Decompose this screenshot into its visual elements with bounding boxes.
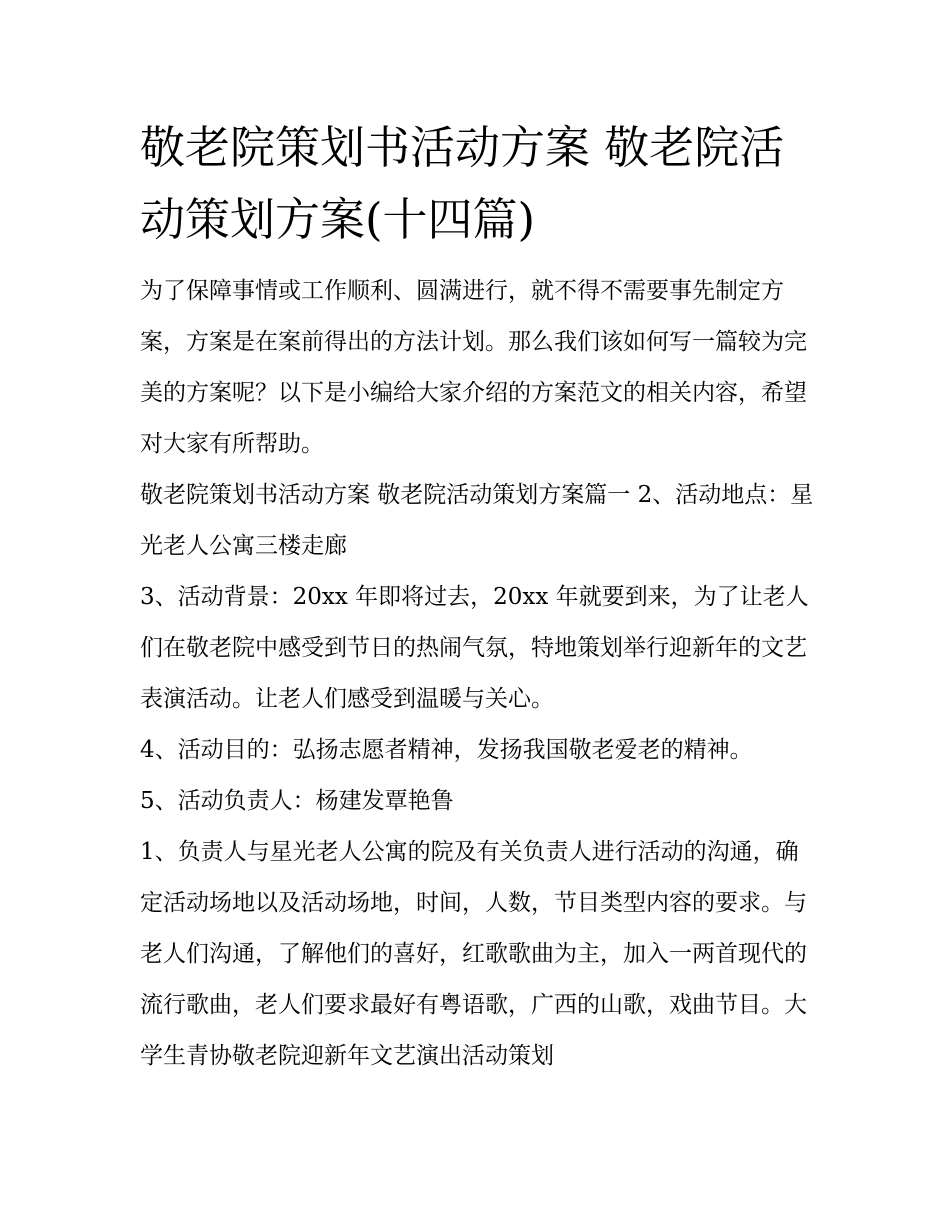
paragraph-background: 3、活动背景：20xx 年即将过去，20xx 年就要到来，为了让老人们在敬老院中感受到节日的热闹气氛，特地策划举行迎新年的文艺表演活动。让老人们感受到温暖与关心。 (140, 584, 809, 712)
paragraph-intro: 为了保障事情或工作顺利、圆满进行，就不得不需要事先制定方案，方案是在案前得出的方法计划。那么我们该如何写一篇较为完美的方案呢？以下是小编给大家介绍的方案范文的相关内容，希望对大家有所帮助。 (140, 278, 807, 457)
document-title: 敬老院策划书活动方案 敬老院活动策划方案(十四篇) (140, 121, 785, 246)
paragraph-location: 敬老院策划书活动方案 敬老院活动策划方案篇一 2、活动地点：星光老人公寓三楼走廊 (140, 482, 814, 559)
paragraph-responsible: 5、活动负责人：杨建发覃艳鲁 (140, 788, 454, 814)
paragraph-purpose: 4、活动目的：弘扬志愿者精神，发扬我国敬老爱老的精神。 (140, 737, 753, 763)
document-content (140, 112, 820, 1082)
document-body (140, 266, 820, 1082)
paragraph-communication: 1、负责人与星光老人公寓的院及有关负责人进行活动的沟通，确定活动场地以及活动场地，时间，人数，节目类型内容的要求。与老人们沟通，了解他们的喜好，红歌歌曲为主，加入一两首现代的流行歌曲，老人们要求最好有粤语歌，广西的山歌，戏曲节目。大学生青协敬老院迎新年文艺演出活动策划 (140, 839, 807, 1069)
